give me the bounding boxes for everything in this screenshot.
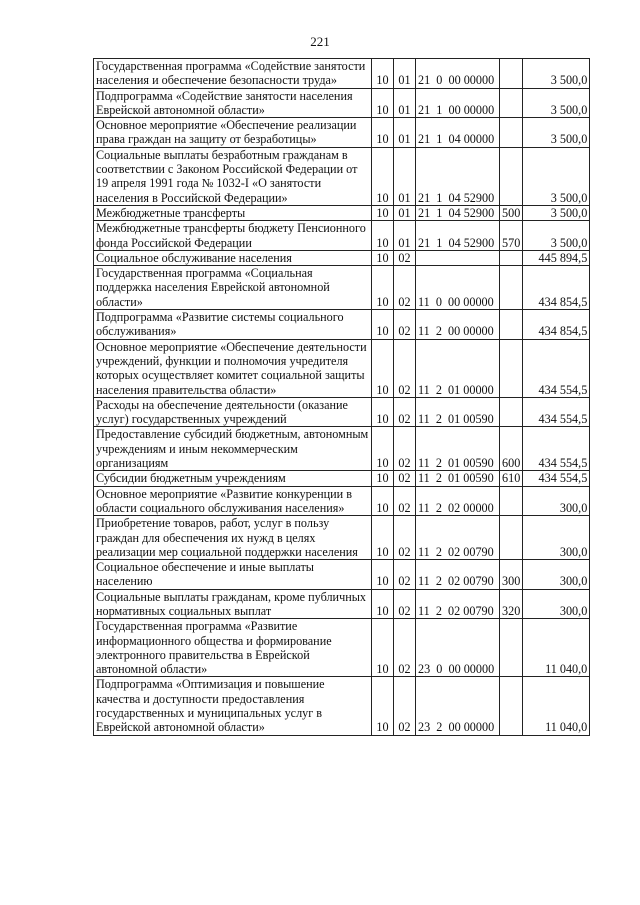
section-code: 10 (372, 619, 394, 677)
subsection-code: 02 (394, 471, 416, 486)
budget-table-body (94, 59, 590, 736)
expense-type-code: 570 (500, 221, 523, 251)
section-code: 10 (372, 118, 394, 148)
row-name: Межбюджетные трансферты бюджету Пенсионного фонда Российской Федерации (94, 221, 372, 251)
expense-type-code: 300 (500, 560, 523, 590)
table-row (94, 619, 590, 677)
table-row (94, 516, 590, 560)
expense-type-code: 610 (500, 471, 523, 486)
section-code: 10 (372, 88, 394, 118)
subsection-code: 01 (394, 88, 416, 118)
row-name: Государственная программа «Содействие занятости населения и обеспечение безопасности труда» (94, 59, 372, 89)
subsection-code: 02 (394, 250, 416, 265)
amount-value: 434 554,5 (523, 471, 590, 486)
section-code: 10 (372, 205, 394, 220)
expense-type-code (500, 677, 523, 735)
amount-value: 3 500,0 (523, 59, 590, 89)
section-code: 10 (372, 471, 394, 486)
row-name: Приобретение товаров, работ, услуг в пользу граждан для обеспечения их нужд в целях реализации мер социальной поддержки населения (94, 516, 372, 560)
row-name: Государственная программа «Социальная поддержка населения Еврейской автономной области» (94, 266, 372, 310)
table-row (94, 397, 590, 427)
row-name: Основное мероприятие «Развитие конкуренции в области социального обслуживания населения» (94, 486, 372, 516)
subsection-code: 02 (394, 310, 416, 340)
section-code: 10 (372, 250, 394, 265)
row-name: Социальные выплаты безработным гражданам в соответствии с Законом Российской Федерации от 19 апреля 1991 года № 1032-I «О занятости населения в Российской Федерации» (94, 147, 372, 205)
budget-table (93, 58, 590, 736)
section-code: 10 (372, 677, 394, 735)
target-article-code: 21 0 00 00000 (416, 59, 500, 89)
target-article-code: 11 2 01 00590 (416, 427, 500, 471)
target-article-code: 11 2 02 00790 (416, 560, 500, 590)
amount-value: 3 500,0 (523, 88, 590, 118)
table-row (94, 147, 590, 205)
row-name: Расходы на обеспечение деятельности (оказание услуг) государственных учреждений (94, 397, 372, 427)
table-row (94, 310, 590, 340)
table-row (94, 266, 590, 310)
table-row (94, 88, 590, 118)
target-article-code (416, 250, 500, 265)
amount-value: 300,0 (523, 560, 590, 590)
expense-type-code (500, 88, 523, 118)
table-row (94, 560, 590, 590)
section-code: 10 (372, 310, 394, 340)
table-row (94, 250, 590, 265)
target-article-code: 11 2 01 00590 (416, 471, 500, 486)
table-row (94, 118, 590, 148)
table-row (94, 205, 590, 220)
section-code: 10 (372, 147, 394, 205)
expense-type-code (500, 310, 523, 340)
expense-type-code (500, 118, 523, 148)
subsection-code: 02 (394, 589, 416, 619)
amount-value: 300,0 (523, 589, 590, 619)
amount-value: 3 500,0 (523, 205, 590, 220)
table-row (94, 471, 590, 486)
subsection-code: 01 (394, 118, 416, 148)
section-code: 10 (372, 339, 394, 397)
amount-value: 3 500,0 (523, 118, 590, 148)
target-article-code: 11 2 02 00790 (416, 516, 500, 560)
row-name: Государственная программа «Развитие информационного общества и формирование электронного правительства в Еврейской автономной области» (94, 619, 372, 677)
section-code: 10 (372, 397, 394, 427)
subsection-code: 01 (394, 221, 416, 251)
expense-type-code (500, 486, 523, 516)
expense-type-code (500, 266, 523, 310)
table-row (94, 59, 590, 89)
subsection-code: 02 (394, 339, 416, 397)
target-article-code: 21 1 04 52900 (416, 205, 500, 220)
amount-value: 11 040,0 (523, 677, 590, 735)
expense-type-code (500, 397, 523, 427)
target-article-code: 11 2 02 00790 (416, 589, 500, 619)
amount-value: 434 854,5 (523, 266, 590, 310)
row-name: Социальное обеспечение и иные выплаты населению (94, 560, 372, 590)
target-article-code: 21 1 04 00000 (416, 118, 500, 148)
expense-type-code: 500 (500, 205, 523, 220)
target-article-code: 11 2 00 00000 (416, 310, 500, 340)
table-row (94, 486, 590, 516)
row-name: Социальные выплаты гражданам, кроме публичных нормативных социальных выплат (94, 589, 372, 619)
target-article-code: 21 1 04 52900 (416, 221, 500, 251)
row-name: Основное мероприятие «Обеспечение деятельности учреждений, функции и полномочия учредителя которых осуществляет комитет социальной защиты населения правительства области» (94, 339, 372, 397)
expense-type-code (500, 250, 523, 265)
subsection-code: 02 (394, 619, 416, 677)
section-code: 10 (372, 486, 394, 516)
target-article-code: 11 2 01 00000 (416, 339, 500, 397)
expense-type-code: 600 (500, 427, 523, 471)
section-code: 10 (372, 589, 394, 619)
target-article-code: 11 2 02 00000 (416, 486, 500, 516)
page-number: 221 (310, 34, 330, 49)
row-name: Предоставление субсидий бюджетным, автономным учреждениям и иным некоммерческим организациям (94, 427, 372, 471)
subsection-code: 01 (394, 59, 416, 89)
row-name: Основное мероприятие «Обеспечение реализации права граждан на защиту от безработицы» (94, 118, 372, 148)
subsection-code: 02 (394, 486, 416, 516)
amount-value: 445 894,5 (523, 250, 590, 265)
table-row (94, 427, 590, 471)
amount-value: 434 854,5 (523, 310, 590, 340)
subsection-code: 01 (394, 205, 416, 220)
section-code: 10 (372, 427, 394, 471)
expense-type-code (500, 339, 523, 397)
amount-value: 434 554,5 (523, 427, 590, 471)
expense-type-code (500, 59, 523, 89)
expense-type-code (500, 516, 523, 560)
expense-type-code (500, 147, 523, 205)
amount-value: 11 040,0 (523, 619, 590, 677)
target-article-code: 21 1 00 00000 (416, 88, 500, 118)
expense-type-code (500, 619, 523, 677)
table-row (94, 589, 590, 619)
row-name: Подпрограмма «Содействие занятости населения Еврейской автономной области» (94, 88, 372, 118)
table-row (94, 339, 590, 397)
table-row (94, 677, 590, 735)
target-article-code: 23 0 00 00000 (416, 619, 500, 677)
amount-value: 3 500,0 (523, 147, 590, 205)
subsection-code: 02 (394, 677, 416, 735)
subsection-code: 02 (394, 560, 416, 590)
section-code: 10 (372, 516, 394, 560)
subsection-code: 01 (394, 147, 416, 205)
row-name: Межбюджетные трансферты (94, 205, 372, 220)
target-article-code: 11 0 00 00000 (416, 266, 500, 310)
amount-value: 3 500,0 (523, 221, 590, 251)
section-code: 10 (372, 266, 394, 310)
target-article-code: 21 1 04 52900 (416, 147, 500, 205)
subsection-code: 02 (394, 397, 416, 427)
row-name: Подпрограмма «Развитие системы социального обслуживания» (94, 310, 372, 340)
table-row (94, 221, 590, 251)
expense-type-code: 320 (500, 589, 523, 619)
subsection-code: 02 (394, 427, 416, 471)
subsection-code: 02 (394, 516, 416, 560)
subsection-code: 02 (394, 266, 416, 310)
amount-value: 300,0 (523, 486, 590, 516)
target-article-code: 11 2 01 00590 (416, 397, 500, 427)
row-name: Социальное обслуживание населения (94, 250, 372, 265)
section-code: 10 (372, 221, 394, 251)
row-name: Субсидии бюджетным учреждениям (94, 471, 372, 486)
section-code: 10 (372, 59, 394, 89)
amount-value: 434 554,5 (523, 339, 590, 397)
section-code: 10 (372, 560, 394, 590)
amount-value: 434 554,5 (523, 397, 590, 427)
amount-value: 300,0 (523, 516, 590, 560)
row-name: Подпрограмма «Оптимизация и повышение качества и доступности предоставления государственных и муниципальных услуг в Еврейской автономной области» (94, 677, 372, 735)
target-article-code: 23 2 00 00000 (416, 677, 500, 735)
